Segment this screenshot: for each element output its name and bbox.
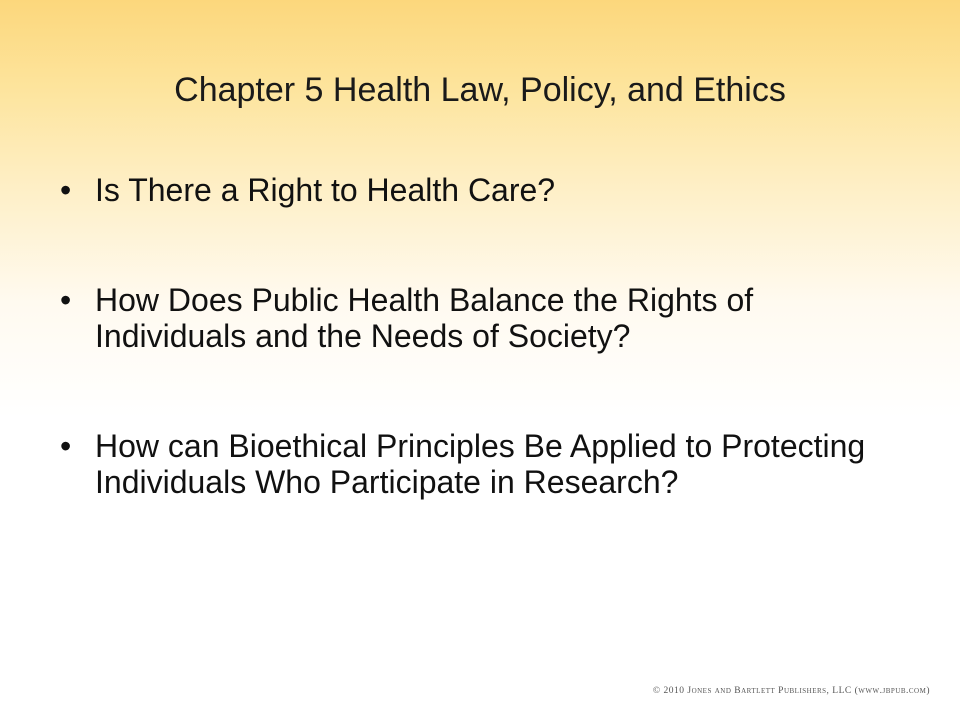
bullet-item <box>60 428 900 500</box>
bullet-text: How Does Public Health Balance the Rights of Individuals and the Needs of Society? <box>95 282 754 354</box>
copyright-notice: © 2010 Jones and Bartlett Publishers, LLC (www.jbpub.com) <box>652 686 930 696</box>
bullet-marker: • <box>60 428 72 464</box>
bullet-marker: • <box>60 282 72 318</box>
bullet-marker: • <box>60 172 72 208</box>
bullet-text: Is There a Right to Health Care? <box>95 172 556 208</box>
bullet-item <box>60 172 900 208</box>
bullet-item <box>60 282 900 354</box>
slide-title: Chapter 5 Health Law, Policy, and Ethics <box>174 71 786 109</box>
bullet-list <box>60 172 900 500</box>
bullet-text: How can Bioethical Principles Be Applied to Protecting Individuals Who Participate in Research? <box>95 428 866 500</box>
